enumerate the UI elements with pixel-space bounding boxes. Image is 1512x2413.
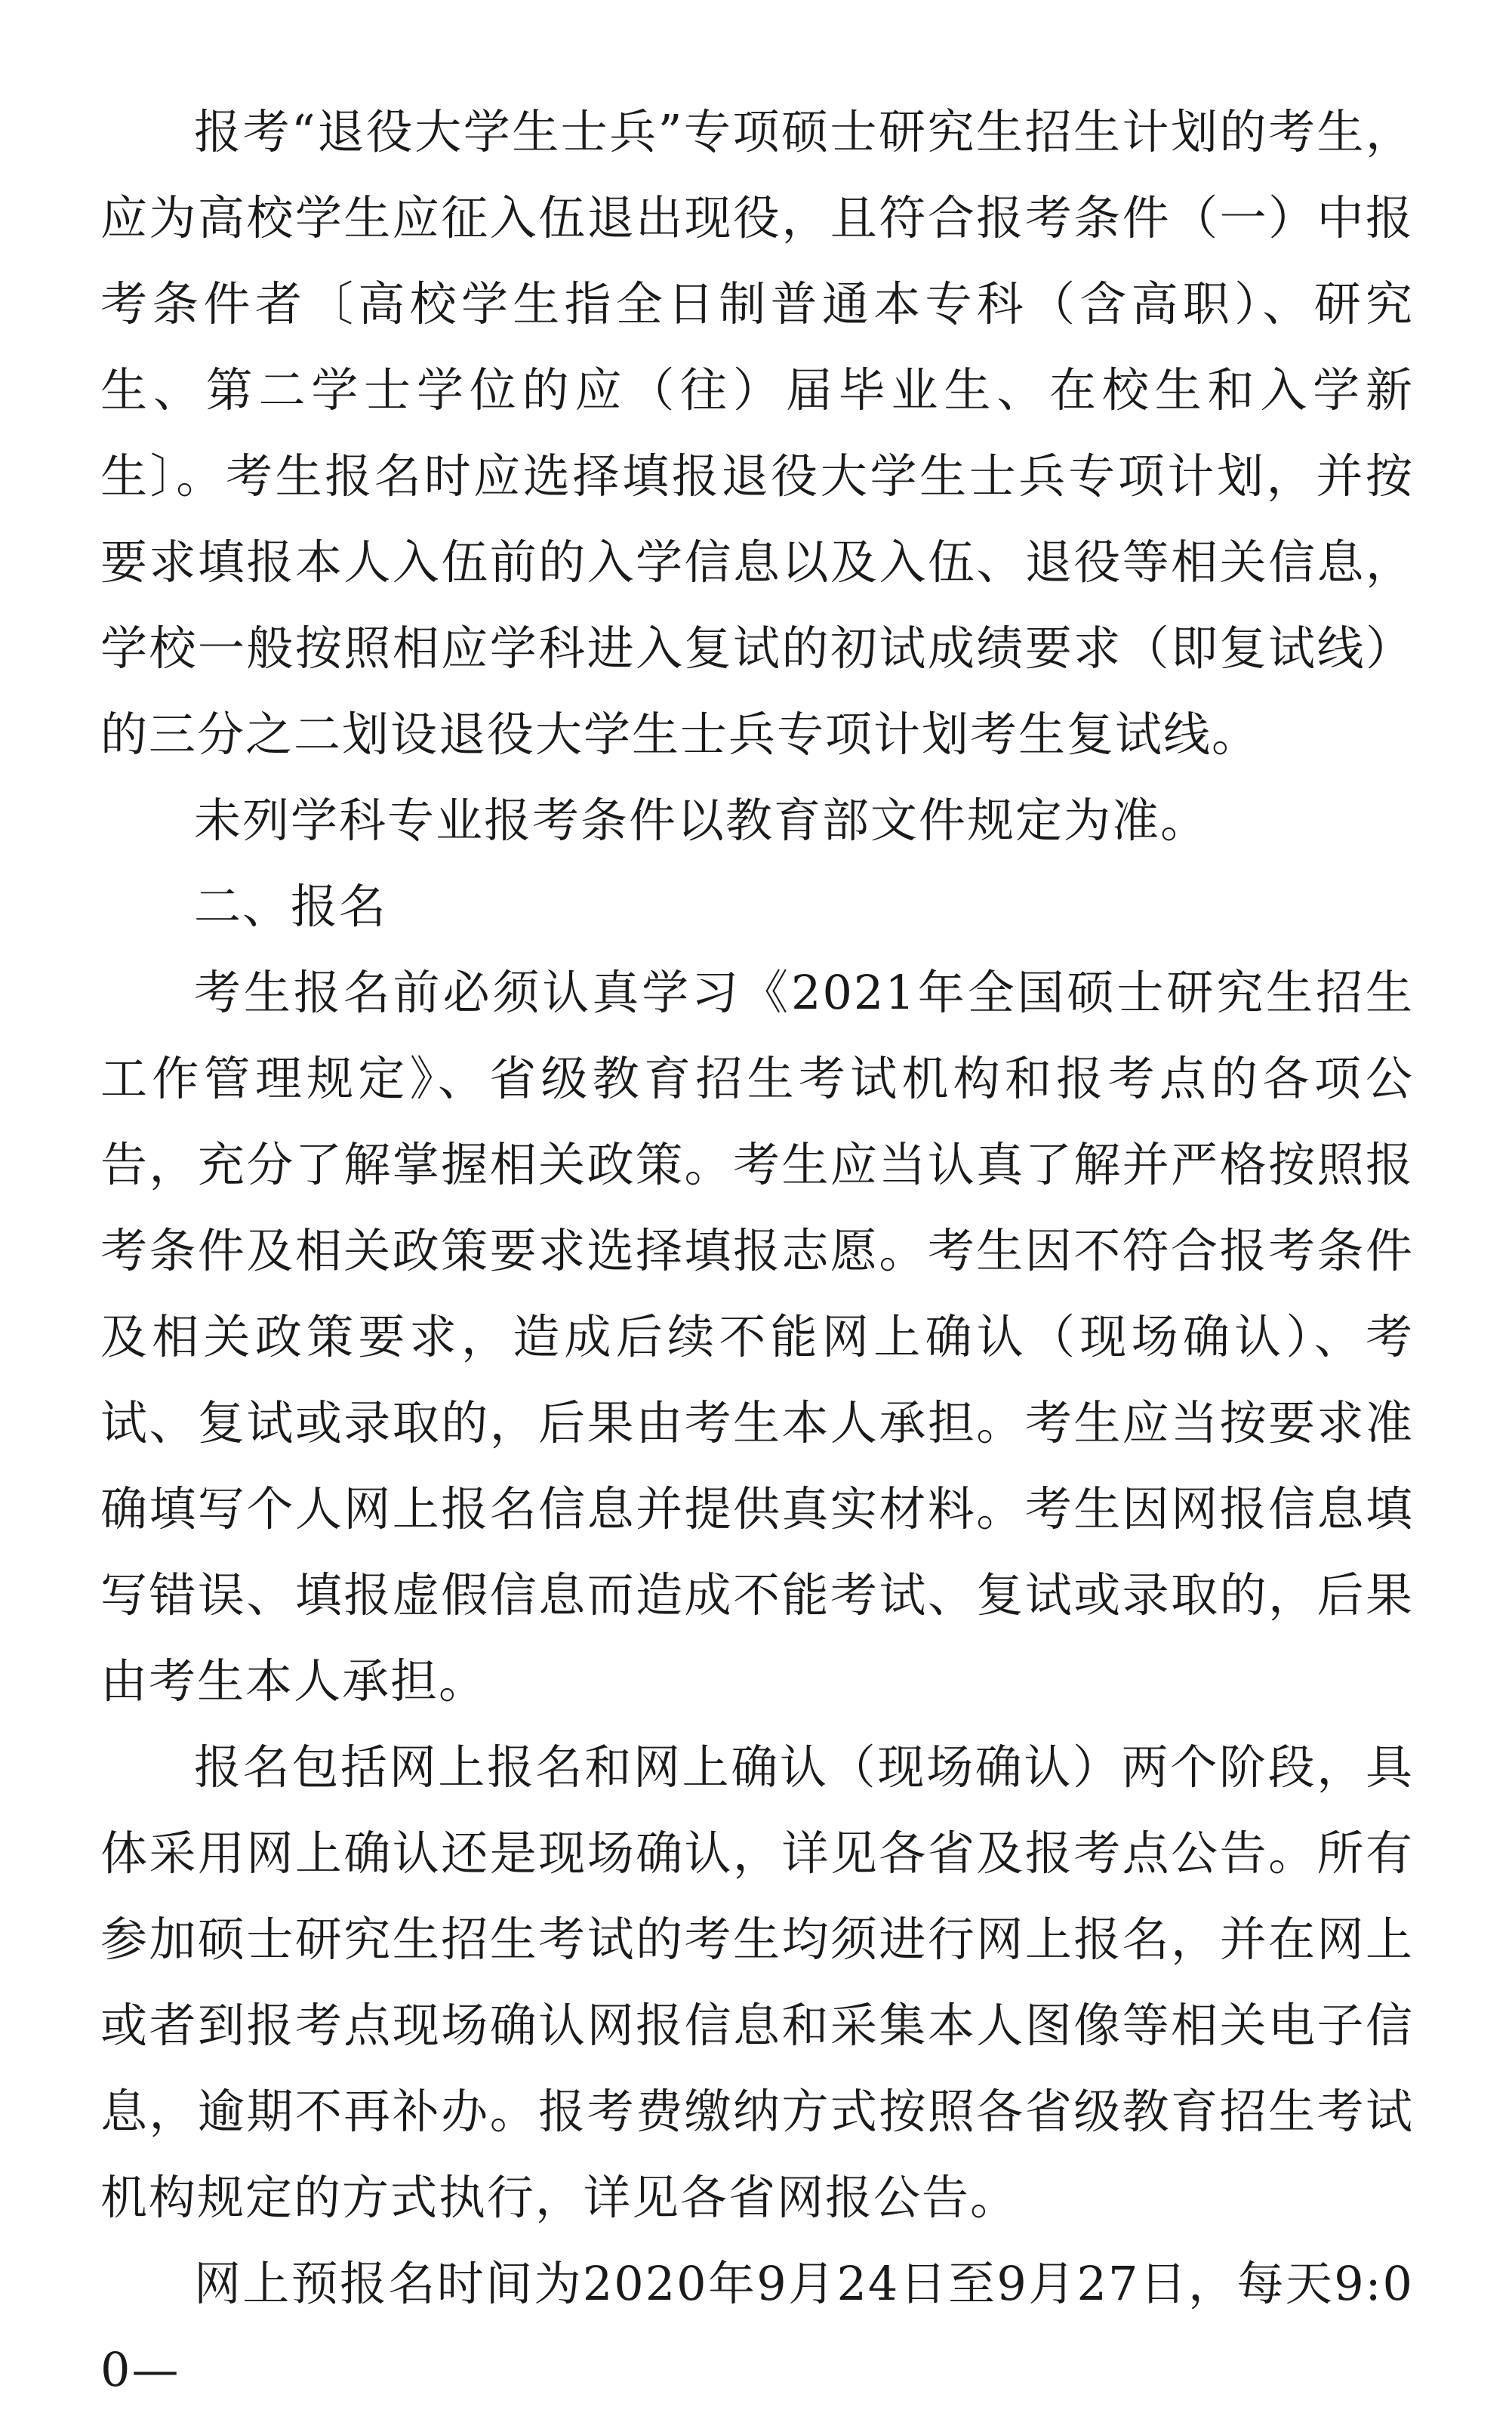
paragraph-registration-requirements: 考生报名前必须认真学习《2021年全国硕士研究生招生工作管理规定》、省级教育招生考试机构和报考点的各项公告，充分了解掌握相关政策。考生应当认真了解并严格按照报考条件及相关政策要求选择填报志愿。考生因不符合报考条件及相关政策要求，造成后续不能网上确认（现场确认）、考试、复试或录取的，后果由考生本人承担。考生应当按要求准确填写个人网上报名信息并提供真实材料。考生因网报信息填写错误、填报虚假信息而造成不能考试、复试或录取的，后果由考生本人承担。 (100, 965, 1414, 1709)
document-body (100, 89, 1414, 2413)
paragraph-veteran-soldier-plan: 报考“退役大学生士兵”专项硕士研究生招生计划的考生，应为高校学生应征入伍退出现役，且符合报考条件（一）中报考条件者〔高校学生指全日制普通本专科（含高职）、研究生、第二学士学位的应（往）届毕业生、在校生和入学新生〕。考生报名时应选择填报退役大学生士兵专项计划，并按要求填报本人入伍前的入学信息以及入伍、退役等相关信息，学校一般按照相应学科进入复试的初试成绩要求（即复试线）的三分之二划设退役大学生士兵专项计划考生复试线。 (100, 104, 1414, 762)
paragraph-pre-registration-time: 网上预报名时间为2020年9月24日至9月27日，每天9:00— (100, 2256, 1414, 2397)
paragraph-registration-stages: 报名包括网上报名和网上确认（现场确认）两个阶段，具体采用网上确认还是现场确认，详见各省及报考点公告。所有参加硕士研究生招生考试的考生均须进行网上报名，并在网上或者到报考点现场确认网报信息和采集本人图像等相关电子信息，逾期不再补办。报考费缴纳方式按照各省级教育招生考试机构规定的方式执行，详见各省网报公告。 (100, 1740, 1414, 2225)
paragraph-unlisted-majors: 未列学科专业报考条件以教育部文件规定为准。 (194, 793, 1209, 848)
section-heading-registration: 二、报名 (194, 879, 388, 934)
